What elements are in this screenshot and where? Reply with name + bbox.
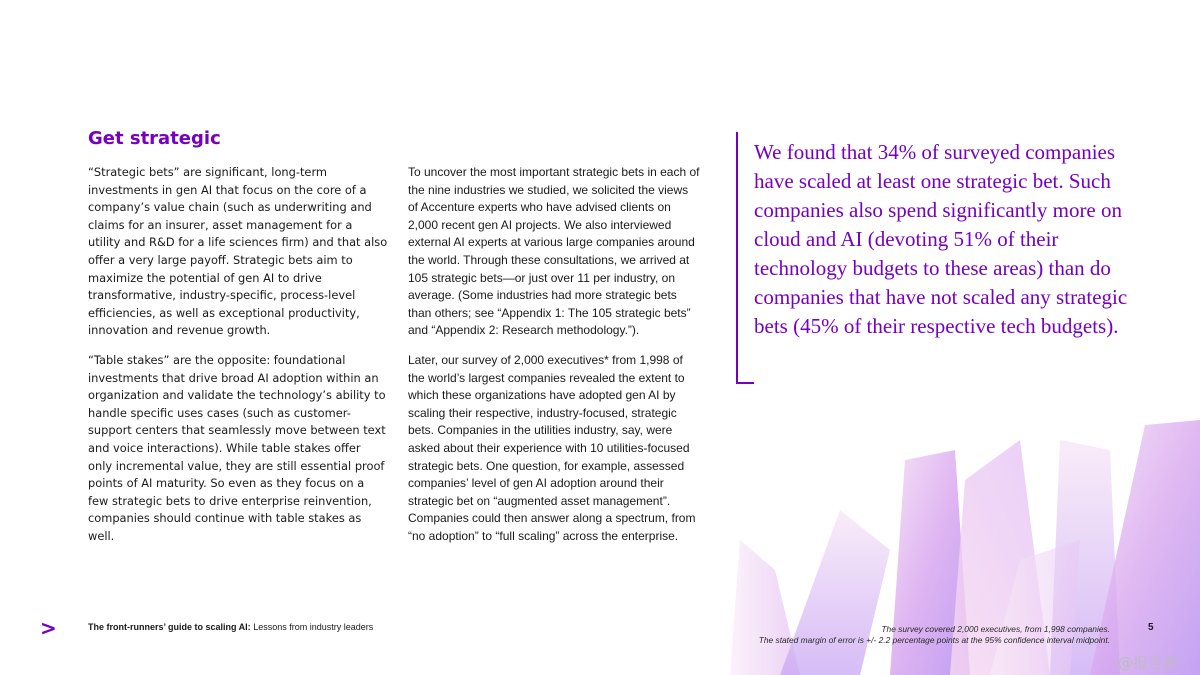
section-heading: Get strategic <box>88 128 221 149</box>
middle-text-column <box>408 164 700 545</box>
brand-logo-icon: > <box>40 616 57 640</box>
footnote <box>759 624 1110 646</box>
document-title <box>88 622 373 632</box>
crystal-facet <box>780 510 890 675</box>
callout-rule <box>736 132 738 384</box>
paragraph-strategic-bets: “Strategic bets” are significant, long-term investments in gen AI that focus on the core of a company’s value chain (such as underwriting and claims for an insurer, asset management for a utility and R&D for a life sciences firm) and that also offer a very large payoff. Strategic bets aim to maximize the potential of gen AI to drive transformative, industry-specific, process-level efficiencies, as well as exceptional productivity, innovation and revenue growth. <box>88 165 388 338</box>
paragraph-methodology: To uncover the most important strategic bets in each of the nine industries we studied, we solicited the views of Accenture experts who have advised clients on 2,000 recent gen AI projects. We also interviewed external AI experts at various large companies around the world. Through these consultations, we arrived at 105 strategic bets—or just over 11 per industry, on average. (Some industries had more strategic bets than others; see “Appendix 1: The 105 strategic bets” and “Appendix 2: Research methodology.”). <box>408 165 700 338</box>
footnote-line: The stated margin of error is +/- 2.2 percentage points at the 95% confidence interval midpoint. <box>758 635 1110 645</box>
paragraph-survey: Later, our survey of 2,000 executives* from 1,998 of the world’s largest companies revealed the extent to which these organizations have adopted gen AI by scaling their respective, industry-focused, strategic bets. Companies in the utilities industry, say, were asked about their experience with 10 utilities-focused strategic bets. One question, for example, assessed companies’ level of gen AI adoption around their strategic bet on “augmented asset management”. Companies could then answer along a spectrum, from “no adoption” to “full scaling” across the enterprise. <box>408 352 696 543</box>
document-title-bold: The front-runners’ guide to scaling AI: <box>88 622 251 632</box>
footnote-line: The survey covered 2,000 executives, from 1,998 companies. <box>881 624 1110 634</box>
paragraph-table-stakes: “Table stakes” are the opposite: foundational investments that drive broad AI adoption within an organization and validate the technology’s ability to handle specific uses cases (such as customer-support centers that seamlessly move between text and voice interactions). While table stakes offer only incremental value, they are still essential proof points of AI maturity. So even as they focus on a few strategic bets to drive enterprise reinvention, companies should continue with table stakes as well. <box>88 352 386 543</box>
callout-quote: We found that 34% of surveyed companies have scaled at least one strategic bet. Such companies also spend significantly more on cloud and AI (devoting 51% of their technology budgets to these areas) than do companies that have not scaled any strategic bets (45% of their respective tech budgets). <box>754 140 1128 338</box>
callout-rule-tick <box>736 382 754 384</box>
watermark: @报告派 <box>1118 654 1179 672</box>
page-number: 5 <box>1148 622 1154 633</box>
document-title-subtitle: Lessons from industry leaders <box>250 622 374 632</box>
left-text-column <box>88 164 388 545</box>
